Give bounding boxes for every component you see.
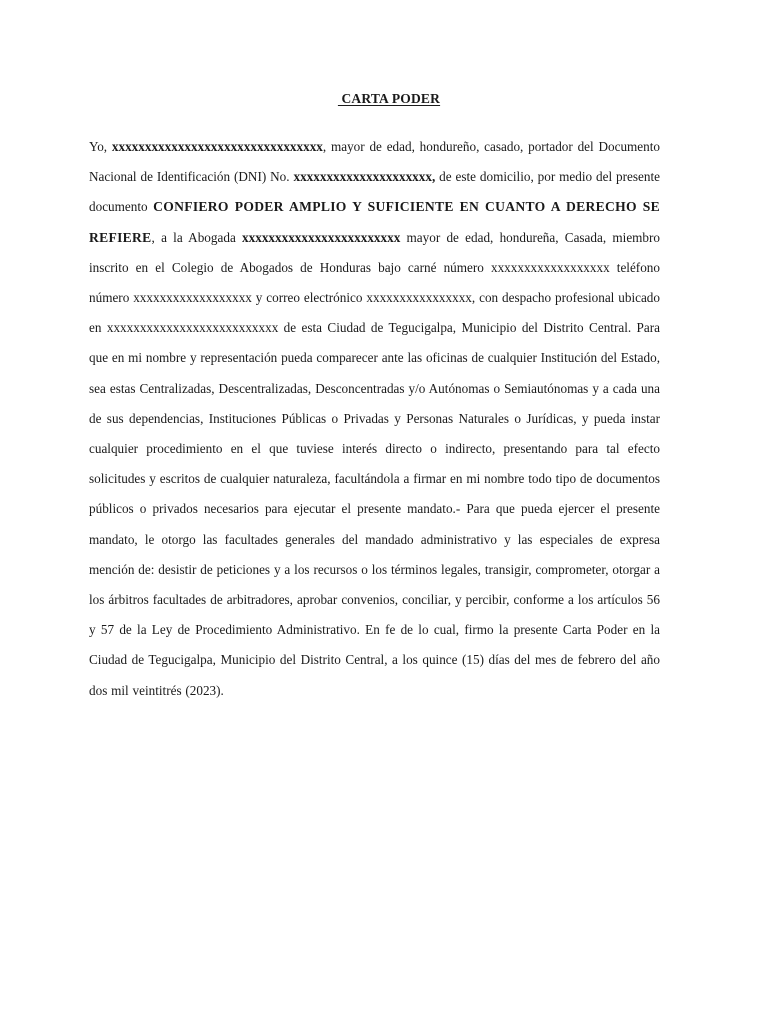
text-run: de este domicilio, por medio del presente documento (89, 169, 660, 215)
text-run: mayor de edad, hondureña, Casada, miembro inscrito en el Colegio de Abogados de Honduras bajo carné número xxxxxxxxxxxxxxxxxx teléfono número xxxxxxxxxxxxxxxxxx y correo electrónico xxxxxxxxxxxxxxxx, con despacho profesional ubicado en xxxxxxxxxxxxxxxxxxxxxxxxxx de esta Ciudad de Tegucigalpa, Municipio del Distrito Central. Para que en mi nombre y representación pueda comparecer ante las oficinas de cualquier Institución del Estado, sea estas Centralizadas, Descentralizadas, Desconcentradas y/o Autónomas o Semiautónomas y a cada una de sus dependencias, Instituciones Públicas o Privadas y Personas Naturales o Jurídicas, y pueda instar cualquier procedimiento en el que tuviese interés directo o indirecto, presentando para tal efecto solicitudes y escritos de cualquier naturaleza, facultándola a firmar en mi nombre todo tipo de documentos públicos o privados necesarios para ejecutar el presente mandato.- Para que pueda ejercer el presente mandato, le otorgo las facultades generales del mandado administrativo y las especiales de expresa mención de: desistir de peticiones y a los recursos o los términos legales, transigir, comprometer, otorgar a los árbitros facultades de arbitradores, aprobar convenios, conciliar, y percibir, conforme a los artículos 56 y 57 de la Ley de Procedimiento Administrativo. En fe de lo cual, firmo la presente Carta Poder en la Ciudad de Tegucigalpa, Municipio del Distrito Central, a los quince (15) días del mes de febrero del año dos mil veintitrés (2023). (89, 229, 661, 698)
attorney-name-placeholder: xxxxxxxxxxxxxxxxxxxxxxxx (242, 229, 401, 245)
grantor-name-placeholder: xxxxxxxxxxxxxxxxxxxxxxxxxxxxxxxx (111, 139, 323, 154)
dni-number-placeholder: xxxxxxxxxxxxxxxxxxxxx, (293, 169, 436, 185)
text-run: Yo, (89, 139, 112, 154)
document-body-paragraph (89, 132, 660, 706)
text-run: , mayor de edad, hondureño, casado, portador del Documento Nacional de Identificación (DNI) No. (89, 139, 661, 185)
power-grant-statement: CONFIERO PODER AMPLIO Y SUFICIENTE EN CUANTO A DERECHO SE REFIERE (89, 199, 660, 245)
text-run: , a la Abogada (151, 229, 243, 245)
document-title: CARTA PODER (337, 91, 441, 106)
